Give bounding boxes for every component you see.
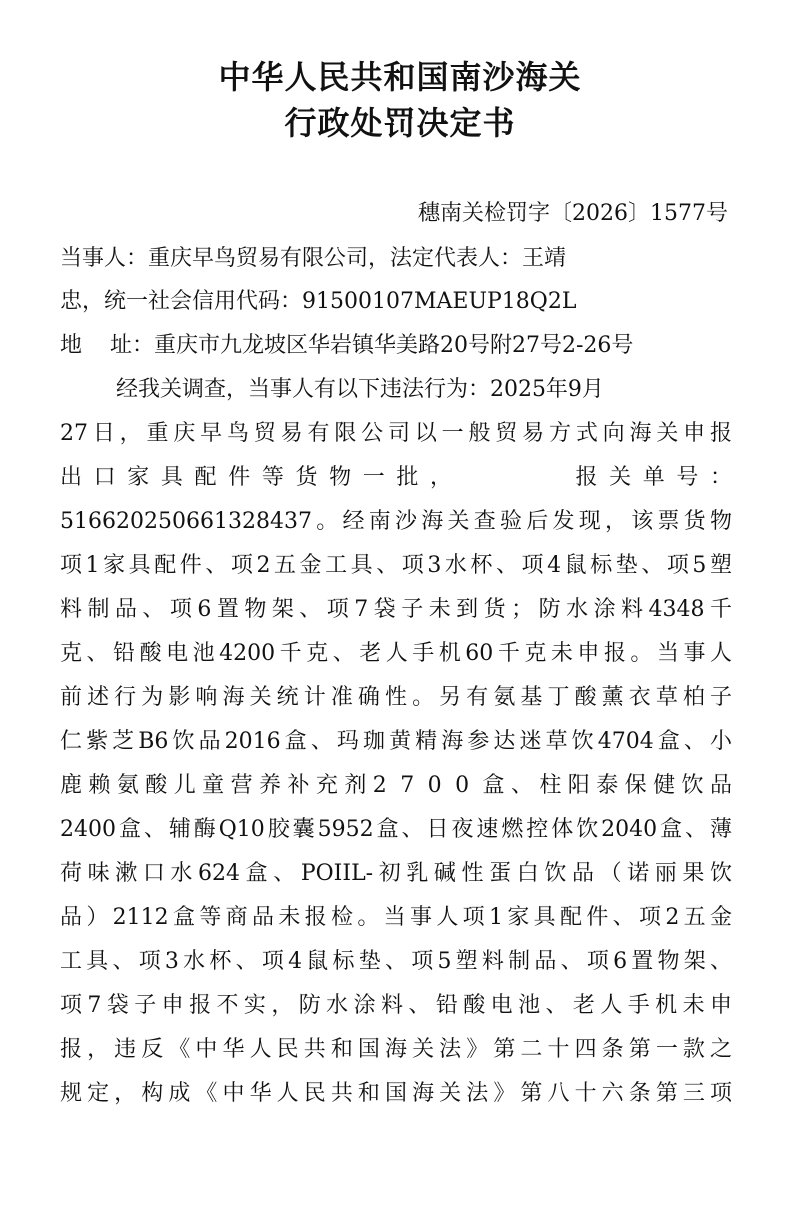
address-line: 地 址：重庆市九龙坡区华岩镇华美路20号附27号2-26号 xyxy=(60,333,634,358)
body-line: 项7袋子申报不实，防水涂料、铅酸电池、老人手机未申 xyxy=(60,993,732,1018)
body-line: 项1家具配件、项2五金工具、项3水杯、项4鼠标垫、项5塑 xyxy=(60,553,732,578)
body-line: 工具、项3水杯、项4鼠标垫、项5塑料制品、项6置物架、 xyxy=(60,949,732,974)
body-line: 经我关调查，当事人有以下违法行为：2025年9月 xyxy=(60,377,604,402)
document-title-line2: 行政处罚决定书 xyxy=(284,104,516,142)
document-title-line1: 中华人民共和国南沙海关 xyxy=(218,58,582,96)
body-line: 克、铅酸电池4200千克、老人手机60千克未申报。当事人 xyxy=(60,641,732,666)
body-line: 品）2112盒等商品未报检。当事人项1家具配件、项2五金 xyxy=(60,905,732,930)
body-line: 当事人：重庆早鸟贸易有限公司，法定代表人：王靖 xyxy=(60,246,567,271)
body-line: 出口家具配件等货物一批， 报关单号： xyxy=(60,465,732,490)
document-number: 穗南关检罚字〔2026〕1577号 xyxy=(418,201,728,226)
body-line: 2400盒、辅酶Q10胶囊5952盒、日夜速燃控体饮2040盒、薄 xyxy=(60,817,732,842)
body-line: 仁紫芝B6饮品2016盒、玛珈黄精海参达迷草饮4704盒、小 xyxy=(60,729,732,754)
body-line: 报，违反《中华人民共和国海关法》第二十四条第一款之 xyxy=(60,1037,732,1062)
body-line: 荷味漱口水624盒、POIIL-初乳碱性蛋白饮品（诺丽果饮 xyxy=(60,861,732,886)
body-line: 规定，构成《中华人民共和国海关法》第八十六条第三项 xyxy=(60,1081,732,1106)
body-line: 前述行为影响海关统计准确性。另有氨基丁酸薰衣草柏子 xyxy=(60,685,732,710)
body-line: 忠，统一社会信用代码：91500107MAEUP18Q2L xyxy=(60,289,577,314)
body-line: 鹿赖氨酸儿童营养补充剂2 7 0 0 盒、柱阳泰保健饮品 xyxy=(60,773,732,798)
body-line: 27日，重庆早鸟贸易有限公司以一般贸易方式向海关申报 xyxy=(60,421,732,446)
body-line: 516620250661328437。经南沙海关查验后发现，该票货物 xyxy=(60,509,732,534)
body-line: 料制品、项6置物架、项7袋子未到货；防水涂料4348千 xyxy=(60,597,732,622)
